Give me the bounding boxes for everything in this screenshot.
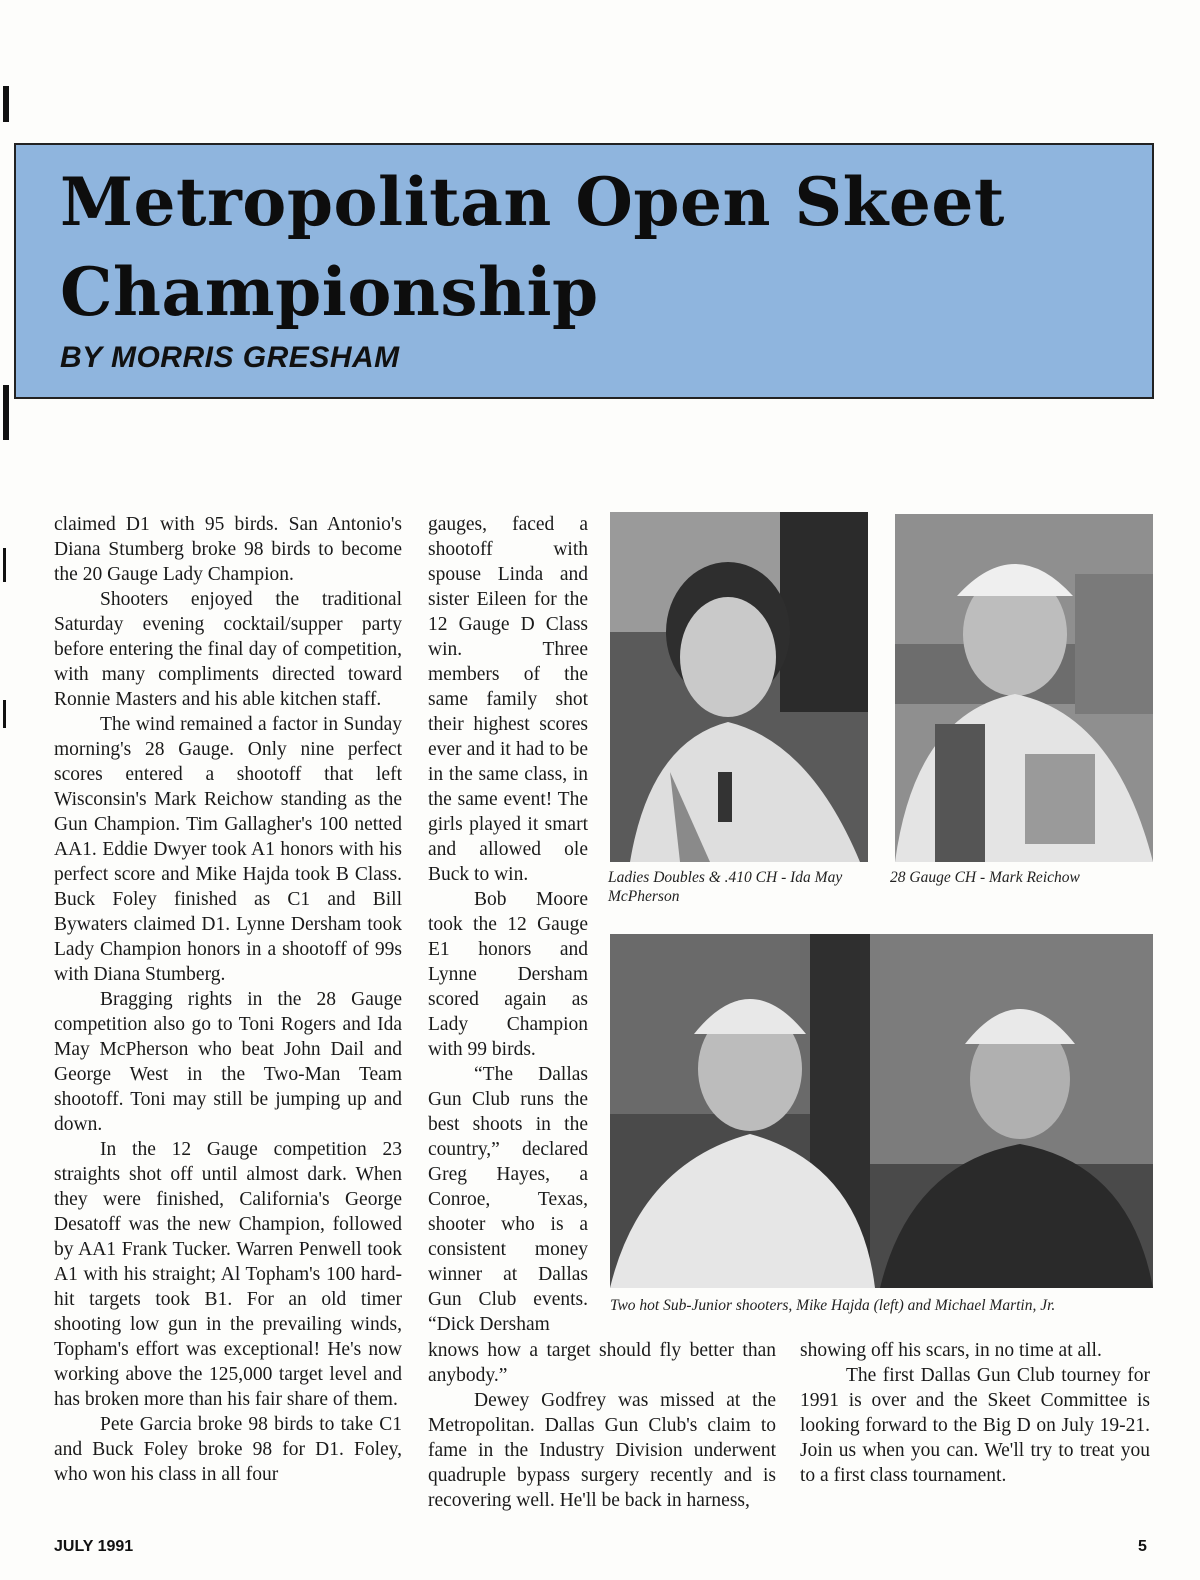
article-column-1 xyxy=(54,512,402,1487)
photo-caption: 28 Gauge CH - Mark Reichow xyxy=(890,869,1080,886)
paragraph: showing off his scars, in no time at all. xyxy=(800,1340,1102,1361)
photo-mark-reichow xyxy=(895,514,1153,862)
paragraph: In the 12 Gauge competition 23 straights shot off until almost dark. When they were finished, California's George Desatoff was the new Champion, followed by AA1 Frank Tucker. Warren Penwell took A1 with his straight; Al Topham's 100 hard-hit targets took B1. For an old timer shooting low gun in the prevailing winds, Topham's effort was exceptional! He's now working above the 125,000 target level and has broken more than his fair share of them. xyxy=(54,1139,402,1410)
paragraph: The first Dallas Gun Club tourney for 1991 is over and the Skeet Committee is looking forward to the Big D on July 19-21. Join us when you can. We'll try to treat you to a first class tournament. xyxy=(800,1365,1150,1486)
paragraph: Pete Garcia broke 98 birds to take C1 and Buck Foley broke 98 for D1. Foley, who won his class in all four xyxy=(54,1414,402,1485)
paragraph: knows how a target should fly better than anybody.” xyxy=(428,1340,776,1386)
title-banner xyxy=(14,143,1154,399)
article-column-3 xyxy=(800,1338,1150,1488)
article-column-2 xyxy=(428,512,588,1337)
paragraph: gauges, faced a shootoff with spouse Linda and sister Eileen for the 12 Gauge D Class win. Three members of the same family shot their highest scores ever and it had to be in the same class, in the same event! The girls played it smart and allowed ole Buck to win. xyxy=(428,514,588,885)
binding-mark xyxy=(3,548,6,582)
binding-mark xyxy=(3,385,9,440)
binding-mark xyxy=(3,86,9,122)
page-number: 5 xyxy=(1138,1538,1147,1555)
photo-sub-junior-shooters xyxy=(610,934,1153,1288)
photo-caption: Two hot Sub-Junior shooters, Mike Hajda (left) and Michael Martin, Jr. xyxy=(610,1297,1056,1314)
article-column-2-continued xyxy=(428,1338,776,1513)
paragraph: Bragging rights in the 28 Gauge competition also go to Toni Rogers and Ida May McPherson who beat John Dail and George West in the Two-Man Team shootoff. Toni may still be jumping up and down. xyxy=(54,989,402,1135)
photo-ida-may-mcpherson xyxy=(610,512,868,862)
issue-date: JULY 1991 xyxy=(54,1538,134,1555)
photo-caption: Ladies Doubles & .410 CH - Ida May McPherson xyxy=(608,869,843,905)
paragraph: The wind remained a factor in Sunday morning's 28 Gauge. Only nine perfect scores entered a shootoff that left Wisconsin's Mark Reichow standing as the Gun Champion. Tim Gallagher's 100 netted AA1. Eddie Dwyer took A1 honors with his perfect score and Mike Hajda took B Class. Buck Foley finished as C1 and Bill Bywaters claimed D1. Lynne Dersham took Lady Champion honors in a shootoff of 99s with Diana Stumberg. xyxy=(54,714,402,985)
paragraph: Dewey Godfrey was missed at the Metropolitan. Dallas Gun Club's claim to fame in the Industry Division underwent quadruple bypass surgery recently and is recovering well. He'll be back in harness, xyxy=(428,1390,776,1511)
byline: BY MORRIS GRESHAM xyxy=(60,341,400,374)
paragraph: claimed D1 with 95 birds. San Antonio's Diana Stumberg broke 98 birds to become the 20 Gauge Lady Champion. xyxy=(54,514,402,585)
article-title: Metropolitan Open Skeet Championship xyxy=(60,163,1005,331)
paragraph: Bob Moore took the 12 Gauge E1 honors and Lynne Dersham scored again as Lady Champion with 99 birds. xyxy=(428,889,588,1060)
binding-mark xyxy=(3,700,6,728)
paragraph: “The Dallas Gun Club runs the best shoots in the country,” declared Greg Hayes, a Conroe, Texas, shooter who is a consistent money winner at Dallas Gun Club events. “Dick Dersham xyxy=(428,1064,588,1335)
paragraph: Shooters enjoyed the traditional Saturday evening cocktail/supper party before entering the final day of competition, with many compliments directed toward Ronnie Masters and his able kitchen staff. xyxy=(54,589,402,710)
